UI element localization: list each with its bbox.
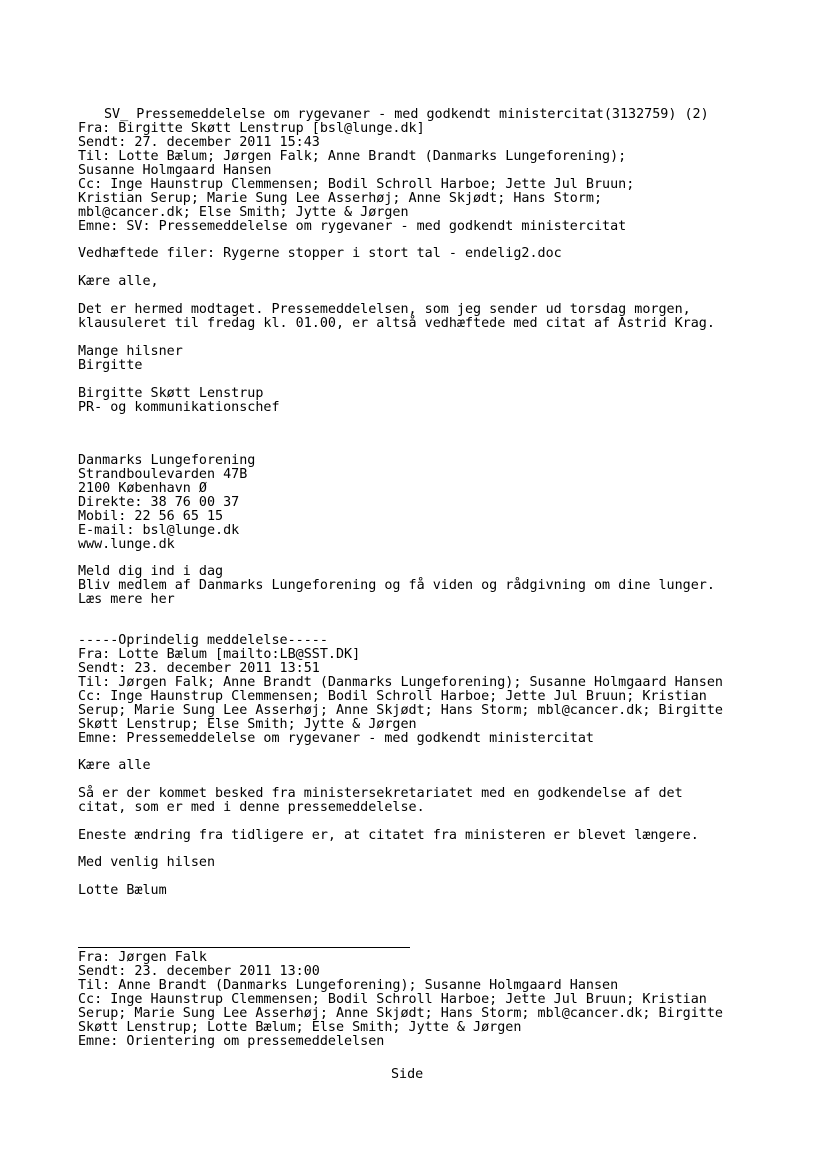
promo-line-3: Læs mere her [78, 592, 175, 607]
org-email: E-mail: bsl@lunge.dk [78, 523, 240, 538]
promo-line-1: Meld dig ind i dag [78, 564, 224, 579]
email1-from: Fra: Birgitte Skøtt Lenstrup [bsl@lunge.dk] [78, 121, 425, 136]
org-website: www.lunge.dk [78, 537, 175, 552]
email2-cc-line-1: Cc: Inge Haunstrup Clemmensen; Bodil Schroll Harboe; Jette Jul Bruun; Kristian [78, 689, 707, 704]
email2-body-line-3: Eneste ændring fra tidligere er, at citatet fra ministeren er blevet længere. [78, 828, 699, 843]
email2-subject: Emne: Pressemeddelelse om rygevaner - med godkendt ministercitat [78, 731, 594, 746]
email2-body-line-2: citat, som er med i denne pressemeddelelse. [78, 800, 425, 815]
email1-to-line-2: Susanne Holmgaard Hansen [78, 163, 272, 178]
email2-closing-line-1: Med venlig hilsen [78, 855, 216, 870]
email1-closing-line-2: Birgitte [78, 358, 143, 373]
signature-title: PR- og kommunikationschef [78, 400, 280, 415]
email2-to-line-1: Til: Jørgen Falk; Anne Brandt (Danmarks Lungeforening); Susanne Holmgaard Hansen [78, 675, 723, 690]
email2-cc-line-3: Skøtt Lenstrup; Else Smith; Jytte & Jørgen [78, 717, 417, 732]
org-direct-phone: Direkte: 38 76 00 37 [78, 495, 240, 510]
email2-greeting: Kære alle [78, 758, 151, 773]
email1-cc-line-3: mbl@cancer.dk; Else Smith; Jytte & Jørgen [78, 205, 409, 220]
email3-to-line-1: Til: Anne Brandt (Danmarks Lungeforening); Susanne Holmgaard Hansen [78, 978, 619, 993]
email2-closing-line-2: Lotte Bælum [78, 883, 167, 898]
email1-to-line-1: Til: Lotte Bælum; Jørgen Falk; Anne Brandt (Danmarks Lungeforening); [78, 149, 627, 164]
email3-cc-line-3: Skøtt Lenstrup; Lotte Bælum; Else Smith; Jytte & Jørgen [78, 1020, 522, 1035]
email1-sent: Sendt: 27. december 2011 15:43 [78, 135, 320, 150]
email3-from: Fra: Jørgen Falk [78, 950, 207, 965]
document-title: SV_ Pressemeddelelse om rygevaner - med godkendt ministercitat(3132759) (2) [104, 107, 709, 122]
email2-from: Fra: Lotte Bælum [mailto:LB@SST.DK] [78, 647, 361, 662]
promo-line-2: Bliv medlem af Danmarks Lungeforening og få viden og rådgivning om dine lunger. [78, 578, 715, 593]
email1-closing-line-1: Mange hilsner [78, 344, 183, 359]
email1-greeting: Kære alle, [78, 274, 159, 289]
email2-body-line-1: Så er der kommet besked fra ministersekretariatet med en godkendelse af det [78, 786, 683, 801]
original-message-separator: -----Oprindelig meddelelse----- [78, 633, 328, 648]
email1-cc-line-1: Cc: Inge Haunstrup Clemmensen; Bodil Schroll Harboe; Jette Jul Bruun; [78, 177, 635, 192]
email1-cc-line-2: Kristian Serup; Marie Sung Lee Asserhøj; Anne Skjødt; Hans Storm; [78, 191, 603, 206]
email1-subject: Emne: SV: Pressemeddelelse om rygevaner - med godkendt ministercitat [78, 219, 627, 234]
org-name: Danmarks Lungeforening [78, 453, 256, 468]
email1-body-line-1: Det er hermed modtaget. Pressemeddelelsen, som jeg sender ud torsdag morgen, [78, 302, 691, 317]
email2-cc-line-2: Serup; Marie Sung Lee Asserhøj; Anne Skjødt; Hans Storm; mbl@cancer.dk; Birgitte [78, 703, 723, 718]
message-divider [78, 947, 410, 948]
page-footer-label: Side [391, 1067, 424, 1082]
org-street: Strandboulevarden 47B [78, 467, 248, 482]
email1-body-line-2: klausuleret til fredag kl. 01.00, er altså vedhæftede med citat af Astrid Krag. [78, 316, 715, 331]
signature-name: Birgitte Skøtt Lenstrup [78, 386, 264, 401]
org-mobile-phone: Mobil: 22 56 65 15 [78, 509, 224, 524]
email1-attachments: Vedhæftede filer: Rygerne stopper i stort tal - endelig2.doc [78, 246, 562, 261]
email3-cc-line-1: Cc: Inge Haunstrup Clemmensen; Bodil Schroll Harboe; Jette Jul Bruun; Kristian [78, 992, 707, 1007]
org-city: 2100 København Ø [78, 481, 207, 496]
email3-sent: Sendt: 23. december 2011 13:00 [78, 964, 320, 979]
email3-cc-line-2: Serup; Marie Sung Lee Asserhøj; Anne Skjødt; Hans Storm; mbl@cancer.dk; Birgitte [78, 1006, 723, 1021]
email2-sent: Sendt: 23. december 2011 13:51 [78, 661, 320, 676]
email3-subject: Emne: Orientering om pressemeddelelsen [78, 1034, 385, 1049]
